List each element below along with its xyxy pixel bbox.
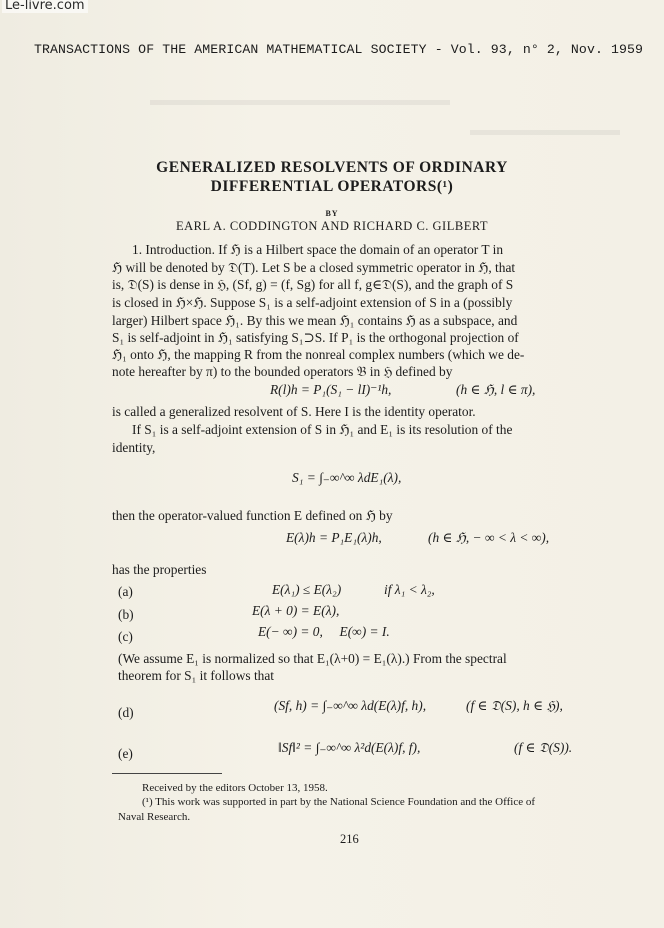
paragraph-line: has the properties — [112, 562, 207, 577]
paper-title-line2: DIFFERENTIAL OPERATORS(¹) — [210, 178, 454, 195]
property-condition: if λ₁ < λ₂, — [384, 582, 435, 597]
property-formula: E(λ₁) ≤ E(λ₂) — [272, 582, 342, 597]
property-condition: (f ∈ 𝔇(S), h ∈ ℌ), — [466, 698, 563, 713]
footnote-rule — [112, 773, 222, 774]
authors: EARL A. CODDINGTON AND RICHARD C. GILBERT — [175, 219, 489, 233]
footnote: (¹) This work was supported in part by the National Science Foundation and the Office of — [142, 796, 535, 808]
paragraph-line: (We assume E₁ is normalized so that E₁(λ+0) = E₁(λ).) From the spectral — [118, 651, 507, 666]
property-label: (e) — [118, 746, 133, 761]
generalized-resolvent-definition: is called a generalized resolvent of S. Here I is the identity operator. — [112, 404, 476, 419]
paragraph-line: If S₁ is a self-adjoint extension of S in ℌ₁ and E₁ is its resolution of the — [132, 422, 513, 437]
property-label: (a) — [118, 584, 133, 599]
property-formula: ‖Sf‖² = ∫₋∞^∞ λ²d(E(λ)f, f), — [278, 740, 421, 755]
property-label: (c) — [118, 629, 133, 644]
intro-line: ℌ will be denoted by 𝔇(T). Let S be a closed symmetric operator in ℌ, that — [112, 260, 516, 275]
property-label: (d) — [118, 705, 134, 720]
intro-line: larger) Hilbert space ℌ₁. By this we mean ℌ₁ contains ℌ as a subspace, and — [112, 313, 518, 328]
equation-operator-function: E(λ)h = P₁E₁(λ)h, — [286, 530, 382, 545]
intro-line: S₁ is self-adjoint in ℌ₁ satisfying S₁⊃S. If P₁ is the orthogonal projection of — [112, 330, 519, 345]
intro-line: is closed in ℌ×ℌ. Suppose S₁ is a self-adjoint extension of S in a (possibly — [112, 295, 513, 310]
property-formula: E(λ + 0) = E(λ), — [252, 603, 340, 618]
bleed-through-line — [150, 100, 450, 105]
paper-title-line1: GENERALIZED RESOLVENTS OF ORDINARY — [156, 159, 508, 176]
equation-resolvent-condition: (h ∈ ℌ, l ∈ π), — [456, 382, 536, 397]
property-formula: (Sf, h) = ∫₋∞^∞ λd(E(λ)f, h), — [274, 698, 427, 713]
paragraph-line: then the operator-valued function E defined on ℌ by — [112, 508, 393, 523]
intro-line: note hereafter by π) to the bounded operators 𝔅 in ℌ defined by — [112, 364, 453, 379]
equation-operator-function-condition: (h ∈ ℌ, − ∞ < λ < ∞), — [428, 530, 550, 545]
by-label: BY — [325, 209, 339, 218]
journal-header: TRANSACTIONS OF THE AMERICAN MATHEMATICAL SOCIETY - Vol. 93, n° 2, Nov. 1959 — [34, 42, 644, 57]
property-label: (b) — [118, 607, 134, 622]
property-formula: E(− ∞) = 0, E(∞) = I. — [258, 624, 390, 639]
footnote: Naval Research. — [118, 811, 191, 823]
watermark: Le-livre.com — [2, 0, 88, 13]
intro-line: is, 𝔇(S) is dense in ℌ, (Sf, g) = (f, Sg) for all f, g∈𝔇(S), and the graph of S — [112, 277, 514, 292]
equation-resolvent: R(l)h = P₁(S₁ − lI)⁻¹h, — [270, 382, 392, 397]
intro-line: ℌ₁ onto ℌ, the mapping R from the nonreal complex numbers (which we de- — [112, 347, 525, 362]
property-condition: (f ∈ 𝔇(S)). — [514, 740, 573, 755]
page-number: 216 — [340, 832, 359, 846]
paragraph-line: identity, — [112, 440, 156, 455]
footnote: Received by the editors October 13, 1958. — [142, 782, 328, 794]
intro-line: 1. Introduction. If ℌ is a Hilbert space the domain of an operator T in — [132, 242, 504, 257]
paragraph-line: theorem for S₁ it follows that — [118, 668, 275, 683]
bleed-through-line — [470, 130, 620, 135]
equation-spectral-integral: S₁ = ∫₋∞^∞ λdE₁(λ), — [292, 470, 402, 485]
